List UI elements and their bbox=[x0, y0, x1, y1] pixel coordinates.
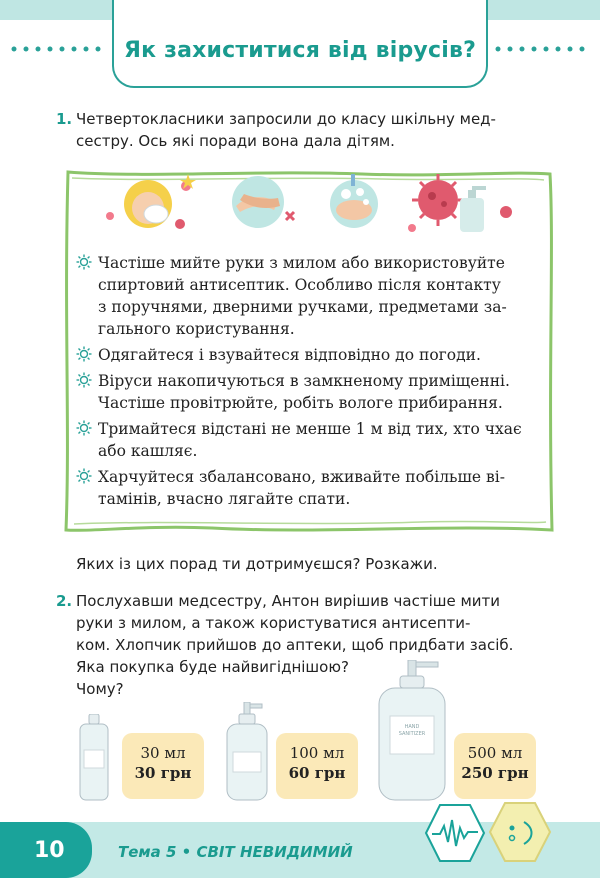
header-dots-left bbox=[10, 44, 110, 54]
bottle-medium-icon bbox=[224, 702, 270, 802]
sneezing-person-icon bbox=[98, 172, 198, 238]
tip-line: тамінів, вчасно лягайте спати. bbox=[98, 490, 351, 508]
tip-line: Одягайтеся і взувайтеся відповідно до погоди. bbox=[98, 346, 481, 364]
tip-item bbox=[76, 466, 536, 510]
tip-line: або кашляє. bbox=[98, 442, 198, 460]
task-2-line-2: руки з милом, а також користуватися антисепти- bbox=[76, 614, 471, 632]
sun-bullet-icon bbox=[76, 346, 92, 362]
task-2-line-3: ком. Хлопчик прийшов до аптеки, щоб придбати засіб. bbox=[76, 636, 514, 654]
tip-line: гального користування. bbox=[98, 320, 295, 338]
tip-line: Віруси накопичуються в замкненому приміщенні. bbox=[98, 372, 510, 390]
theme-label: Тема 5 • СВІТ НЕВИДИМИЙ bbox=[118, 843, 353, 861]
tip-item bbox=[76, 252, 536, 340]
tip-item bbox=[76, 344, 536, 366]
tip-item bbox=[76, 370, 536, 414]
tip-line: Частіше мийте руки з милом або використовуйте bbox=[98, 254, 505, 272]
tip-line: Харчуйтеся збалансовано, вживайте побільше ві- bbox=[98, 468, 505, 486]
header-dots-right bbox=[492, 44, 592, 54]
task-2-text bbox=[76, 590, 548, 700]
task-1-number: 1. bbox=[56, 110, 73, 128]
task-1-intro bbox=[76, 108, 548, 152]
product-volume: 100 мл bbox=[289, 744, 345, 762]
product-volume: 500 мл bbox=[467, 744, 523, 762]
handshake-forbidden-icon bbox=[220, 172, 300, 238]
product-volume: 30 мл bbox=[140, 744, 186, 762]
task-2-line-4: Яка покупка буде найвигіднішою? bbox=[76, 658, 349, 676]
price-card bbox=[122, 733, 204, 799]
title-box bbox=[112, 0, 488, 88]
bottle-small-icon bbox=[76, 714, 112, 802]
sun-bullet-icon bbox=[76, 420, 92, 436]
bottle-large bbox=[376, 660, 448, 802]
tip-line: спиртовий антисептик. Особливо після контакту bbox=[98, 276, 501, 294]
sun-bullet-icon bbox=[76, 468, 92, 484]
wave-hex-icon bbox=[424, 802, 486, 864]
price-card bbox=[454, 733, 536, 799]
smile-hex-icon bbox=[488, 800, 552, 864]
bottle-label-line: HAND bbox=[404, 724, 420, 730]
product-price: 60 грн bbox=[288, 764, 346, 782]
task-1-line-2: сестру. Ось які поради вона дала дітям. bbox=[76, 132, 395, 150]
tip-line: Тримайтеся відстані не менше 1 м від тих, хто чхає bbox=[98, 420, 522, 438]
hand-washing-icon bbox=[318, 172, 388, 238]
tip-line: з поручнями, дверними ручками, предметами за- bbox=[98, 298, 507, 316]
virus-sanitizer-icon bbox=[398, 172, 518, 238]
tips-list bbox=[76, 252, 536, 514]
task-2-line-5: Чому? bbox=[76, 680, 124, 698]
sun-bullet-icon bbox=[76, 372, 92, 388]
sun-bullet-icon bbox=[76, 254, 92, 270]
task-2-number: 2. bbox=[56, 592, 73, 610]
product-price: 30 грн bbox=[134, 764, 192, 782]
tip-item bbox=[76, 418, 536, 462]
tip-line: Частіше провітрюйте, робіть вологе прибирання. bbox=[98, 394, 503, 412]
product-price: 250 грн bbox=[461, 764, 529, 782]
bottle-label-line: SANITIZER bbox=[398, 731, 426, 737]
task-1-line-1: Четвертокласники запросили до класу шкільну мед- bbox=[76, 110, 496, 128]
task-2-line-1: Послухавши медсестру, Антон вирішив частіше мити bbox=[76, 592, 501, 610]
page-title: Як захиститися від вірусів? bbox=[123, 38, 477, 63]
task-1-question: Яких із цих порад ти дотримуєшся? Розкажи. bbox=[76, 555, 438, 573]
page-number: 10 bbox=[34, 838, 65, 863]
price-card bbox=[276, 733, 358, 799]
